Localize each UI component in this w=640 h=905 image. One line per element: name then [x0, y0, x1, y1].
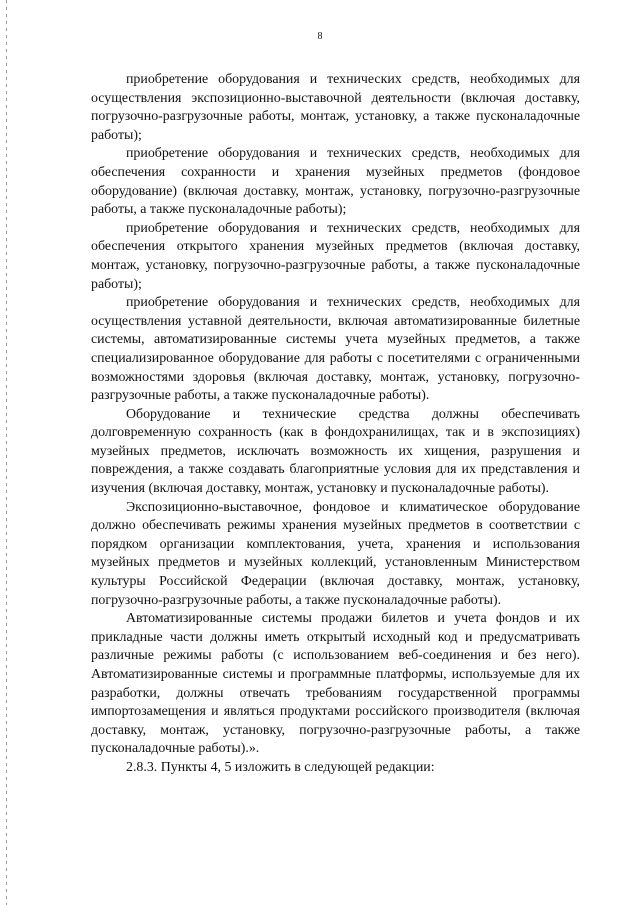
- page-number: 8: [317, 31, 323, 42]
- paragraph-equipment-requirements: Оборудование и технические средства должны обеспечивать долговременную сохранность (как в фондохранилищах, так и в экспозициях) музейных предметов, исключать возможность их хищения, разрушения и повреждения, а также создавать благоприятные условия для их представления и изучения (включая доставку, монтаж, установку и пусконаладочные работы).: [91, 406, 580, 497]
- paragraph-clause-2-8-3: 2.8.3. Пункты 4, 5 изложить в следующей редакции:: [126, 759, 435, 775]
- document-body: [91, 71, 580, 778]
- paragraph-statutory-activity-equipment: приобретение оборудования и технических средств, необходимых для осуществления уставной деятельности, включая автоматизированные билетные системы, автоматизированные системы учета музейных предметов, а также специализированное оборудование для работы с посетителями с ограниченными возможностями здоровья (включая доставку, монтаж, установку, погрузочно-разгрузочные работы, а также пусконаладочные работы).: [91, 295, 580, 404]
- paragraph-storage-regimes: Экспозиционно-выставочное, фондовое и климатическое оборудование должно обеспечивать режимы хранения музейных предметов в соответствии с порядком организации комплектования, учета, хранения и использования музейных предметов и музейных коллекций, установленным Министерством культуры Российской Федерации (включая доставку, монтаж, установку, погрузочно-разгрузочные работы, а также пусконаладочные работы).: [91, 499, 580, 608]
- paragraph-exhibition-equipment: приобретение оборудования и технических средств, необходимых для осуществления экспозиционно-выставочной деятельности (включая доставку, погрузочно-разгрузочные работы, монтаж, установку, а также пусконаладочные работы);: [91, 72, 580, 143]
- paragraph-storage-equipment: приобретение оборудования и технических средств, необходимых для обеспечения сохранности и хранения музейных предметов (фондовое оборудование) (включая доставку, монтаж, установку, погрузочно-разгрузочные работы, а также пусконаладочные работы);: [91, 146, 580, 218]
- scan-left-edge: [6, 0, 7, 905]
- paragraph-automated-systems: Автоматизированные системы продажи билетов и учета фондов и их прикладные части должны иметь открытый исходный код и предусматривать различные режимы работы (с использованием веб-соединения и без него). Автоматизированные системы и программные платформы, используемые для их разработки, должны отвечать требованиям государственной программы импортозамещения и являться продуктами российского производителя (включая доставку, монтаж, установку, погрузочно-разгрузочные работы, а также пусконаладочные работы).».: [91, 611, 580, 757]
- paragraph-open-storage-equipment: приобретение оборудования и технических средств, необходимых для обеспечения открытого хранения музейных предметов (включая доставку, монтаж, установку, погрузочно-разгрузочные работы, а также пусконаладочные работы);: [91, 220, 580, 292]
